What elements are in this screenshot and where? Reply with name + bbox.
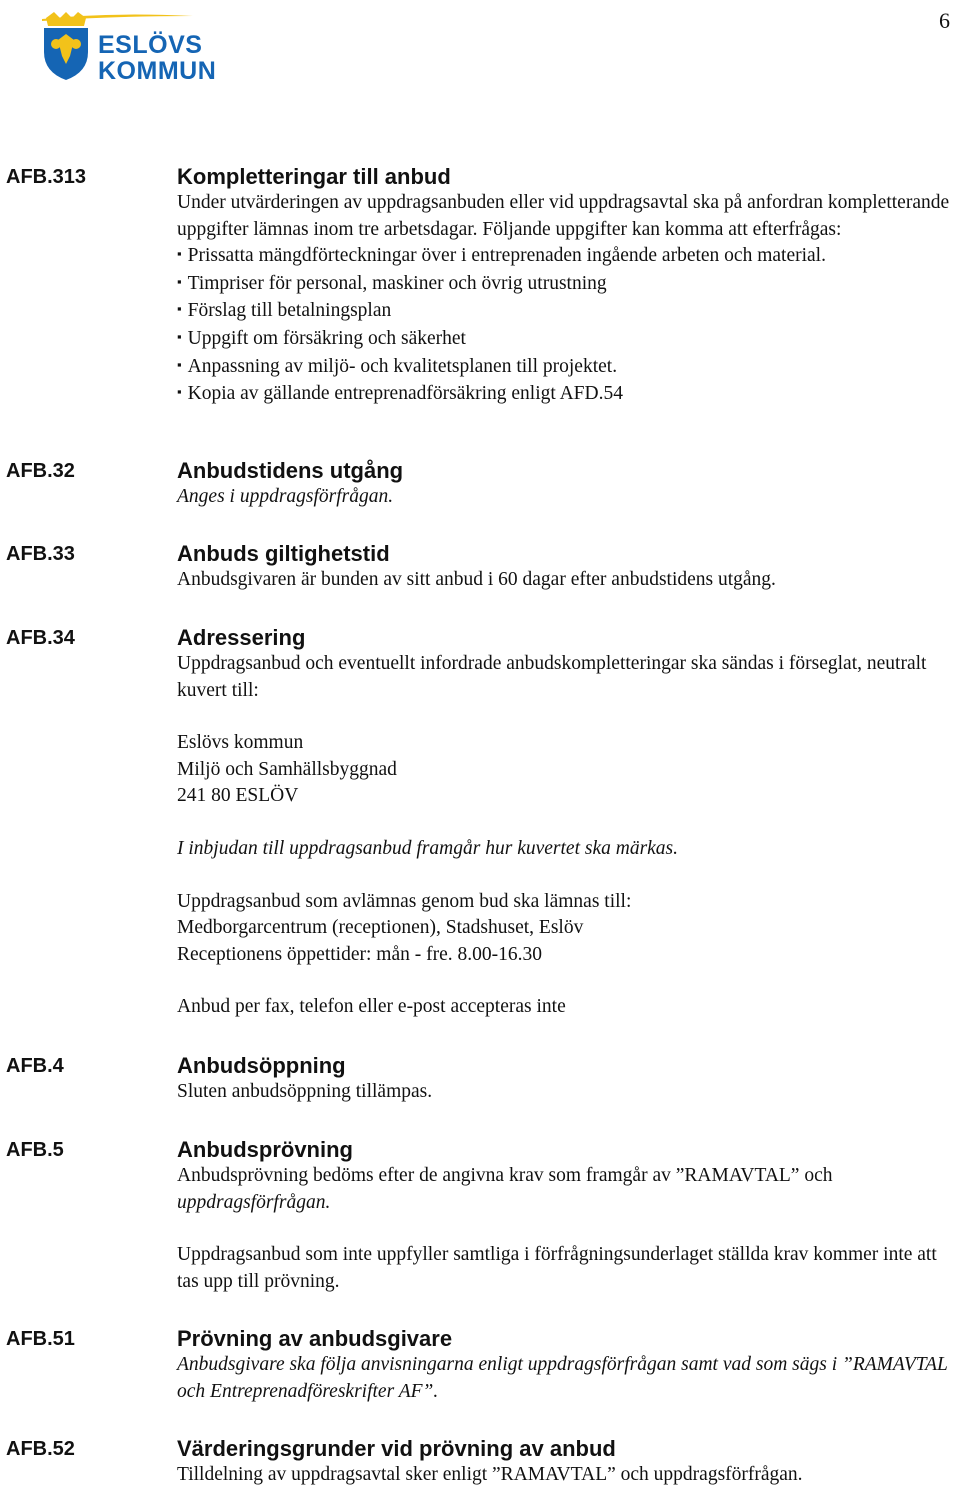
section-text: Anges i uppdragsförfrågan. [177, 486, 394, 507]
section-code: AFB.51 [6, 1328, 75, 1350]
section-code: AFB.5 [6, 1139, 64, 1161]
section-afb313 [177, 164, 957, 409]
section-text: Anbudsgivare ska följa anvisningarna enligt uppdragsförfrågan samt vad som sägs i ”RAMAVTAL och Entreprenadföreskrifter AF”. [177, 1354, 948, 1402]
logo-text-line1: ESLÖVS [98, 31, 203, 59]
address-line: Miljö och Samhällsbyggnad [177, 758, 397, 780]
list-item: ▪ Förslag till betalningsplan [177, 298, 957, 326]
section-heading: Anbudsprövning [177, 1137, 353, 1162]
delivery-block [177, 889, 957, 969]
list-item: ▪ Timpriser för personal, maskiner och övrig utrustning [177, 271, 957, 299]
section-afb5 [177, 1137, 957, 1295]
section-text-main: Anbudsprövning bedöms efter de angivna krav som framgår av ”RAMAVTAL” och [177, 1165, 833, 1186]
delivery-line: Receptionens öppettider: mån - fre. 8.00-16.30 [177, 943, 542, 965]
fax-note: Anbud per fax, telefon eller e-post accepteras inte [177, 996, 566, 1018]
section-text: Uppdragsanbud och eventuellt infordrade anbudskompletteringar ska sändas i förseglat, neutralt kuvert till: [177, 653, 927, 701]
delivery-line: Uppdragsanbud som avlämnas genom bud ska lämnas till: [177, 890, 632, 912]
address-line: Eslövs kommun [177, 732, 304, 754]
section-text-2: Uppdragsanbud som inte uppfyller samtliga i förfrågningsunderlaget ställda krav kommer inte att tas upp till prövning. [177, 1244, 937, 1292]
section-heading: Prövning av anbudsgivare [177, 1326, 453, 1351]
section-heading: Kompletteringar till anbud [177, 164, 451, 189]
list-item: ▪ Anpassning av miljö- och kvalitetsplanen till projektet. [177, 354, 957, 382]
address-line: 241 80 ESLÖV [177, 785, 299, 807]
list-item: ▪ Kopia av gällande entreprenadförsäkring enligt AFD.54 [177, 381, 957, 409]
section-code: AFB.34 [6, 627, 75, 649]
section-afb33 [177, 541, 957, 594]
section-text [177, 1163, 957, 1216]
section-heading: Adressering [177, 625, 306, 650]
section-afb4 [177, 1053, 957, 1106]
section-heading: Anbudsöppning [177, 1053, 346, 1078]
section-heading: Värderingsgrunder vid prövning av anbud [177, 1436, 616, 1461]
section-code: AFB.33 [6, 543, 75, 565]
section-heading: Anbuds giltighetstid [177, 541, 390, 566]
section-text: Sluten anbudsöppning tillämpas. [177, 1081, 433, 1102]
logo-text-line2: KOMMUN [98, 57, 217, 85]
section-afb51 [177, 1326, 957, 1405]
page-number: 6 [939, 8, 950, 33]
section-text-italic: uppdragsförfrågan. [177, 1191, 331, 1213]
section-intro: Under utvärderingen av uppdragsanbuden eller vid uppdragsavtal ska på anfordran kompletterande uppgifter lämnas inom tre arbetsdagar. Följande uppgifter kan komma att efterfrågas: [177, 192, 950, 240]
section-heading: Anbudstidens utgång [177, 458, 404, 483]
marking-note: I inbjudan till uppdragsanbud framgår hur kuvertet ska märkas. [177, 837, 679, 859]
section-code: AFB.4 [6, 1055, 64, 1077]
list-item: ▪ Uppgift om försäkring och säkerhet [177, 326, 957, 354]
section-afb34 [177, 625, 957, 1021]
address-block [177, 730, 957, 810]
section-text: Anbudsgivaren är bunden av sitt anbud i 60 dagar efter anbudstidens utgång. [177, 569, 776, 590]
delivery-line: Medborgarcentrum (receptionen), Stadshuset, Eslöv [177, 917, 584, 939]
eslov-kommun-logo [40, 10, 250, 100]
section-afb32 [177, 458, 957, 511]
section-code: AFB.32 [6, 460, 75, 482]
section-code: AFB.313 [6, 166, 87, 188]
section-code: AFB.52 [6, 1438, 75, 1460]
list-item: ▪ Prissatta mängdförteckningar över i entreprenaden ingående arbeten och material. [177, 243, 957, 271]
section-text: Tilldelning av uppdragsavtal sker enligt ”RAMAVTAL” och uppdragsförfrågan. [177, 1464, 803, 1485]
section-afb52 [177, 1436, 957, 1489]
logo-swoosh [40, 10, 195, 22]
